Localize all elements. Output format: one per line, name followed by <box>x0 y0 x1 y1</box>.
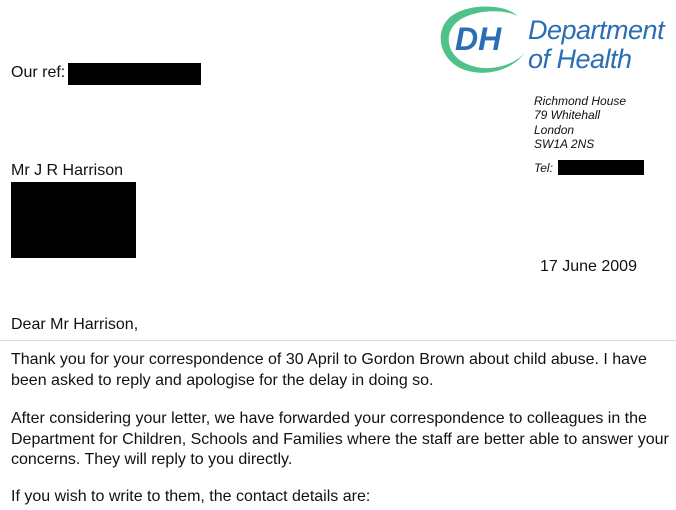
sender-address <box>534 94 626 151</box>
body-paragraph: Thank you for your correspondence of 30 April to Gordon Brown about child abuse. I have been asked to reply and apologise for the delay in doing so. <box>11 351 647 389</box>
redacted-telephone <box>558 160 644 175</box>
tel-label: Tel: <box>534 161 553 175</box>
logo-dh-text: DH <box>455 21 502 57</box>
department-name <box>528 16 664 74</box>
recipient-name: Mr J R Harrison <box>11 162 124 179</box>
dh-logo <box>437 4 529 76</box>
reference-label: Our ref: <box>11 64 66 81</box>
salutation: Dear Mr Harrison, <box>11 316 139 333</box>
address-line: London <box>534 122 575 137</box>
letter-date: 17 June 2009 <box>540 258 637 275</box>
address-line: 79 Whitehall <box>534 108 601 123</box>
department-line2: of Health <box>528 44 632 74</box>
redacted-recipient-address <box>11 182 136 258</box>
department-line1: Department <box>528 15 665 45</box>
redacted-reference <box>68 63 201 85</box>
body-paragraph: If you wish to write to them, the contact details are: <box>11 488 371 505</box>
address-line: Richmond House <box>534 94 627 108</box>
body-paragraph: After considering your letter, we have forwarded your correspondence to colleagues in the Department for Children, Schools and Families where the staff are better able to answer your concerns. They will reply to you directly. <box>11 410 669 468</box>
paper-fold-line <box>0 340 676 341</box>
address-line: SW1A 2NS <box>534 136 595 151</box>
